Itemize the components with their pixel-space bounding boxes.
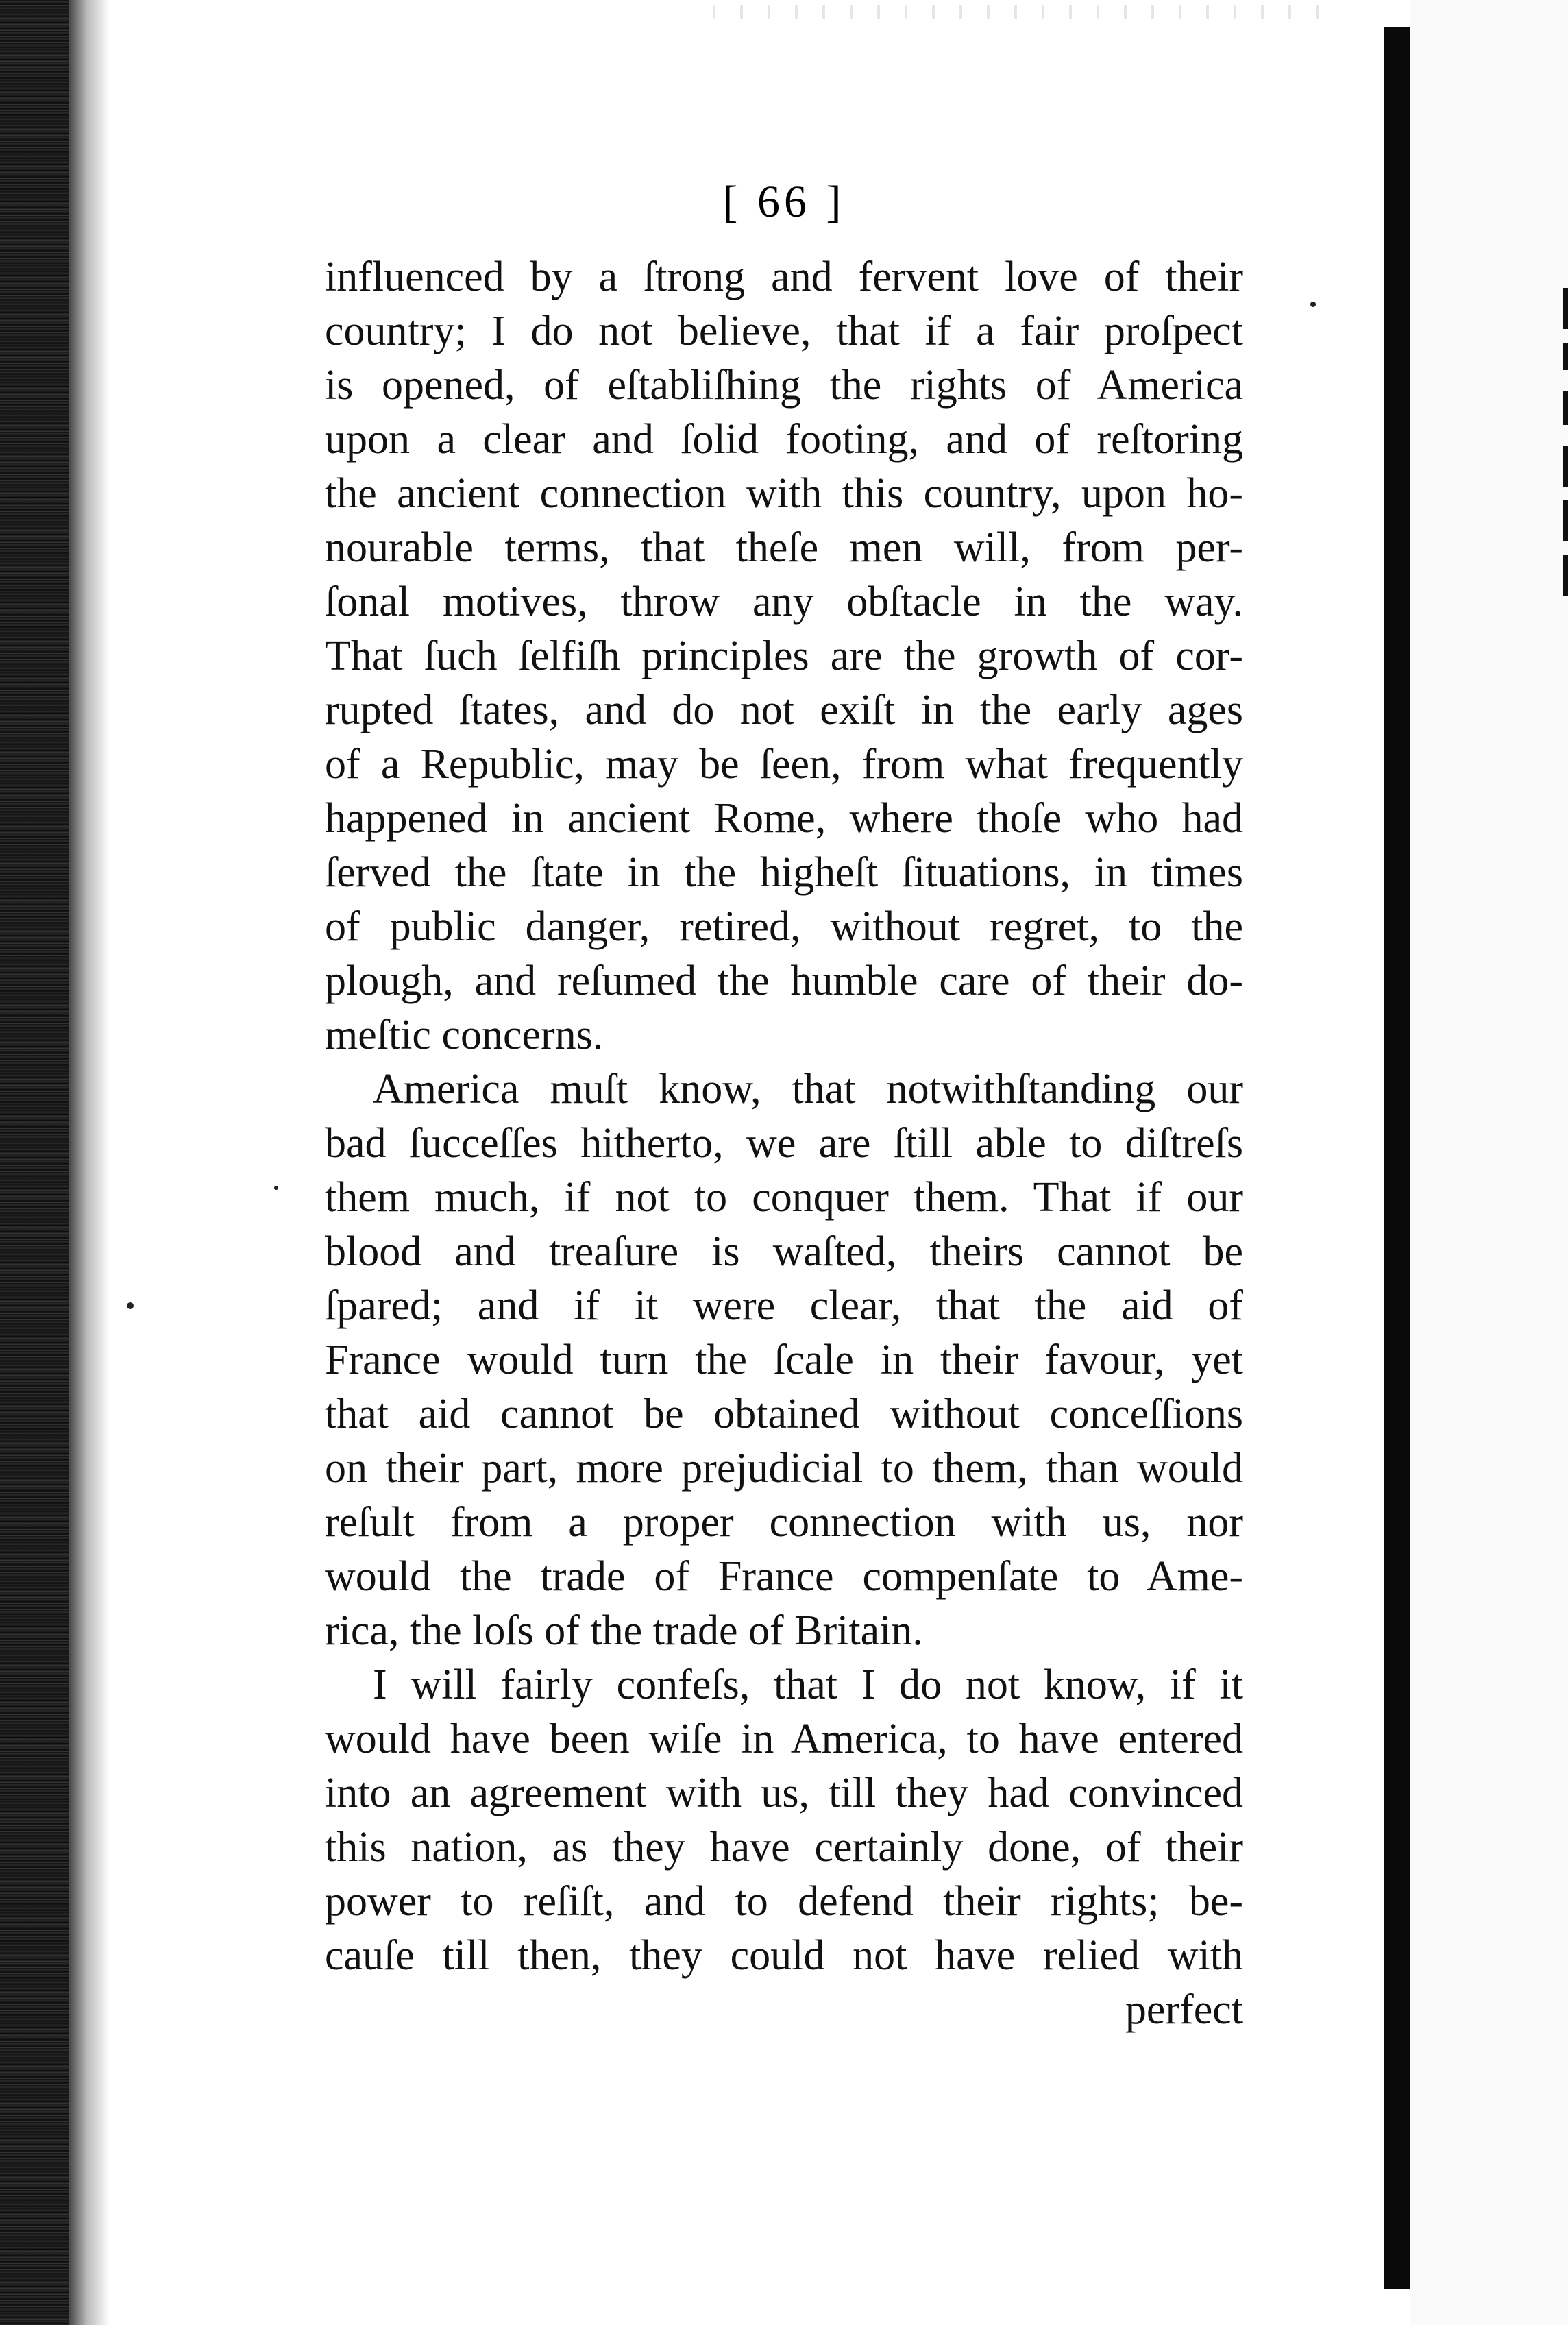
text-line: upon a clear and ſolid footing, and of reſtoring (325, 416, 1243, 463)
text-line: would have been wiſe in America, to have entered (325, 1716, 1243, 1762)
text-line: bad ſucceſſes hitherto, we are ſtill able to diſtreſs (325, 1120, 1243, 1167)
text-line: meſtic concerns. (325, 1012, 604, 1058)
text-line: That ſuch ſelfiſh principles are the growth of cor- (325, 633, 1243, 679)
text-line: on their part, more prejudicial to them, than would (325, 1445, 1243, 1492)
paragraph (325, 1658, 1243, 1983)
facing-page-glyph (1563, 500, 1568, 541)
text-line: the ancient connection with this country, upon ho- (325, 470, 1243, 517)
stray-mark (274, 1186, 278, 1190)
facing-page-glyph (1563, 343, 1568, 370)
text-line: them much, if not to conquer them. That if our (325, 1174, 1243, 1221)
text-line: plough, and reſumed the humble care of their do- (325, 958, 1243, 1004)
text-line: ſpared; and if it were clear, that the aid of (325, 1282, 1243, 1329)
catchword: perfect (1125, 1986, 1243, 2033)
text-line: this nation, as they have certainly done, of their (325, 1824, 1243, 1871)
text-line: rupted ſtates, and do not exiſt in the early ages (325, 687, 1243, 733)
gutter-shadow (69, 0, 110, 2325)
paragraph (325, 1062, 1243, 1658)
text-line: influenced by a ſtrong and fervent love of their (325, 254, 1243, 300)
text-line: of a Republic, may be ſeen, from what frequently (325, 741, 1243, 788)
text-line: blood and treaſure is waſted, theirs cannot be (325, 1228, 1243, 1275)
stray-mark (127, 1302, 134, 1309)
facing-page-edge (1410, 0, 1568, 2325)
text-line: of public danger, retired, without regret, to the (325, 903, 1243, 950)
text-line: country; I do not believe, that if a fair proſpect (325, 308, 1243, 354)
paragraph (325, 250, 1243, 1062)
facing-page-glyph (1563, 288, 1568, 329)
facing-page-glyph (1563, 446, 1568, 487)
facing-page-glyph (1563, 391, 1568, 425)
text-line: France would turn the ſcale in their favour, yet (325, 1337, 1243, 1383)
text-line: that aid cannot be obtained without conceſſions (325, 1391, 1243, 1437)
text-line: power to reſiſt, and to defend their rights; be- (325, 1878, 1243, 1925)
page-number-header: [ 66 ] (722, 177, 846, 227)
text-line: nourable terms, that theſe men will, from per- (325, 524, 1243, 571)
text-line: ſerved the ſtate in the higheſt ſituations, in times (325, 849, 1243, 896)
text-line: reſult from a proper connection with us, nor (325, 1499, 1243, 1546)
text-line: rica, the loſs of the trade of Britain. (325, 1607, 923, 1654)
book-page (325, 175, 1243, 2037)
text-line: into an agreement with us, till they had convinced (325, 1770, 1243, 1816)
text-line: I will fairly confeſs, that I do not know, if it (373, 1661, 1243, 1708)
text-line: happened in ancient Rome, where thoſe who had (325, 795, 1243, 842)
text-line: cauſe till then, they could not have relied with (325, 1932, 1243, 1979)
text-line: ſonal motives, throw any obſtacle in the way. (325, 579, 1243, 625)
facing-page-glyph (1563, 555, 1568, 596)
scan-noise (713, 5, 1330, 19)
body-text (325, 250, 1243, 1983)
text-line: would the trade of France compenſate to Ame- (325, 1553, 1243, 1600)
text-line: America muſt know, that notwithſtanding our (373, 1066, 1243, 1112)
page-divider (1384, 27, 1410, 2289)
text-line: is opened, of eſtabliſhing the rights of America (325, 362, 1243, 409)
stray-mark (1310, 302, 1316, 307)
